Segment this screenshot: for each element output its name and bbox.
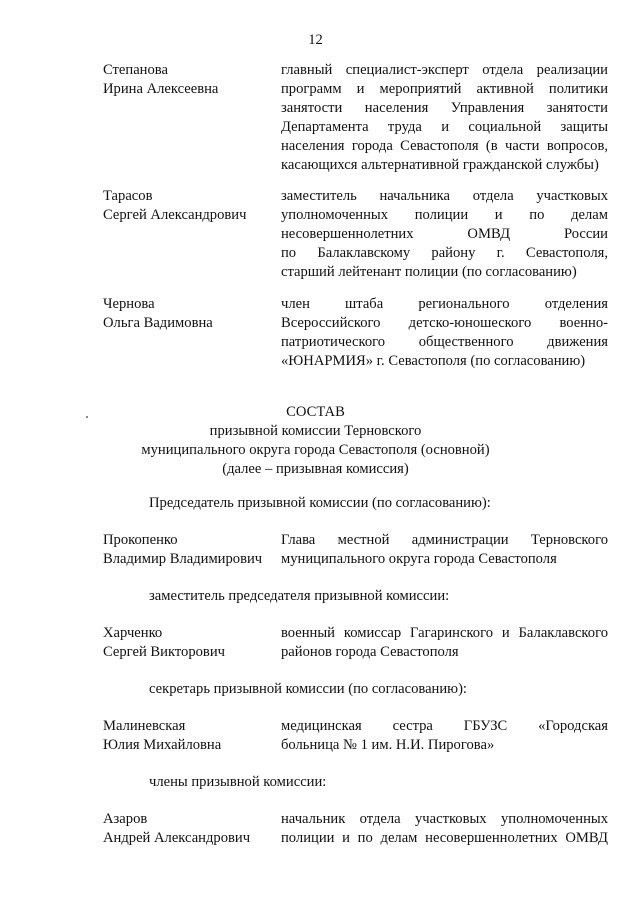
position-line: полиции и по делам несовершеннолетних ОМВД [281, 830, 608, 846]
heading-line: (далее – призывная комиссия) [222, 461, 409, 477]
heading-line: муниципального округа города Севастополя (основной) [141, 442, 490, 458]
position-line: военный комиссар Гагаринского и Балаклавского [281, 625, 608, 641]
member-given-names: Сергей Александрович [103, 207, 247, 223]
position-line: муниципального округа города Севастополя [281, 551, 557, 567]
member-surname: Харченко [103, 625, 163, 641]
role-deputy: заместитель председателя призывной комиссии: [149, 588, 450, 604]
role-members: члены призывной комиссии: [149, 774, 327, 790]
member-position [281, 810, 608, 848]
position-line: начальник отдела участковых уполномоченных [281, 811, 608, 827]
member-position [281, 717, 608, 755]
position-line: уполномоченных полиции и по делам [281, 207, 608, 223]
member-name [103, 61, 281, 99]
position-line: по Балаклавскому району г. Севастополя, [281, 245, 608, 261]
role-chairman: Председатель призывной комиссии (по согласованию): [149, 495, 491, 511]
position-line: старший лейтенант полиции (по согласованию) [281, 264, 577, 280]
position-line: населения города Севастополя (в части вопросов, [281, 138, 608, 154]
position-line: занятости населения Управления занятости [281, 100, 608, 116]
member-position [281, 531, 608, 569]
member-position [281, 187, 608, 282]
member-name [103, 187, 281, 225]
member-given-names: Ирина Алексеевна [103, 81, 219, 97]
member-surname: Степанова [103, 62, 168, 78]
position-line: Всероссийского детско-юношеского военно- [281, 315, 608, 331]
member-given-names: Владимир Владимирович [103, 551, 263, 567]
commission-heading [0, 403, 631, 479]
member-position [281, 624, 608, 662]
position-line: член штаба регионального отделения [281, 296, 608, 312]
page-number: 12 [308, 32, 323, 48]
member-name [103, 624, 281, 662]
position-line: больница № 1 им. Н.И. Пирогова» [281, 737, 495, 753]
position-line: Глава местной администрации Терновского [281, 532, 608, 548]
heading-title: СОСТАВ [286, 404, 345, 420]
member-surname: Малиневская [103, 718, 186, 734]
position-line: патриотического общественного движения [281, 334, 608, 350]
member-surname: Чернова [103, 296, 155, 312]
member-name [103, 810, 281, 848]
member-name [103, 295, 281, 333]
member-position [281, 61, 608, 175]
member-name [103, 717, 281, 755]
position-line: Департамента труда и социальной защиты [281, 119, 608, 135]
position-line: программ и мероприятий активной политики [281, 81, 608, 97]
member-given-names: Юлия Михайловна [103, 737, 222, 753]
heading-line: призывной комиссии Терновского [209, 423, 422, 439]
position-line: «ЮНАРМИЯ» г. Севастополя (по согласованию) [281, 353, 586, 369]
position-line: заместитель начальника отдела участковых [281, 188, 608, 204]
member-given-names: Андрей Александрович [103, 830, 251, 846]
position-line: несовершеннолетних ОМВД России [281, 226, 608, 242]
position-line: медицинская сестра ГБУЗС «Городская [281, 718, 608, 734]
member-given-names: Сергей Викторович [103, 644, 225, 660]
position-line: касающихся альтернативной гражданской службы) [281, 157, 599, 173]
role-secretary: секретарь призывной комиссии (по согласованию): [149, 681, 467, 697]
member-surname: Прокопенко [103, 532, 178, 548]
member-surname: Азаров [103, 811, 148, 827]
member-given-names: Ольга Вадимовна [103, 315, 213, 331]
member-name [103, 531, 281, 569]
position-line: районов города Севастополя [281, 644, 459, 660]
member-position [281, 295, 608, 371]
member-surname: Тарасов [103, 188, 153, 204]
position-line: главный специалист-эксперт отдела реализации [281, 62, 608, 78]
